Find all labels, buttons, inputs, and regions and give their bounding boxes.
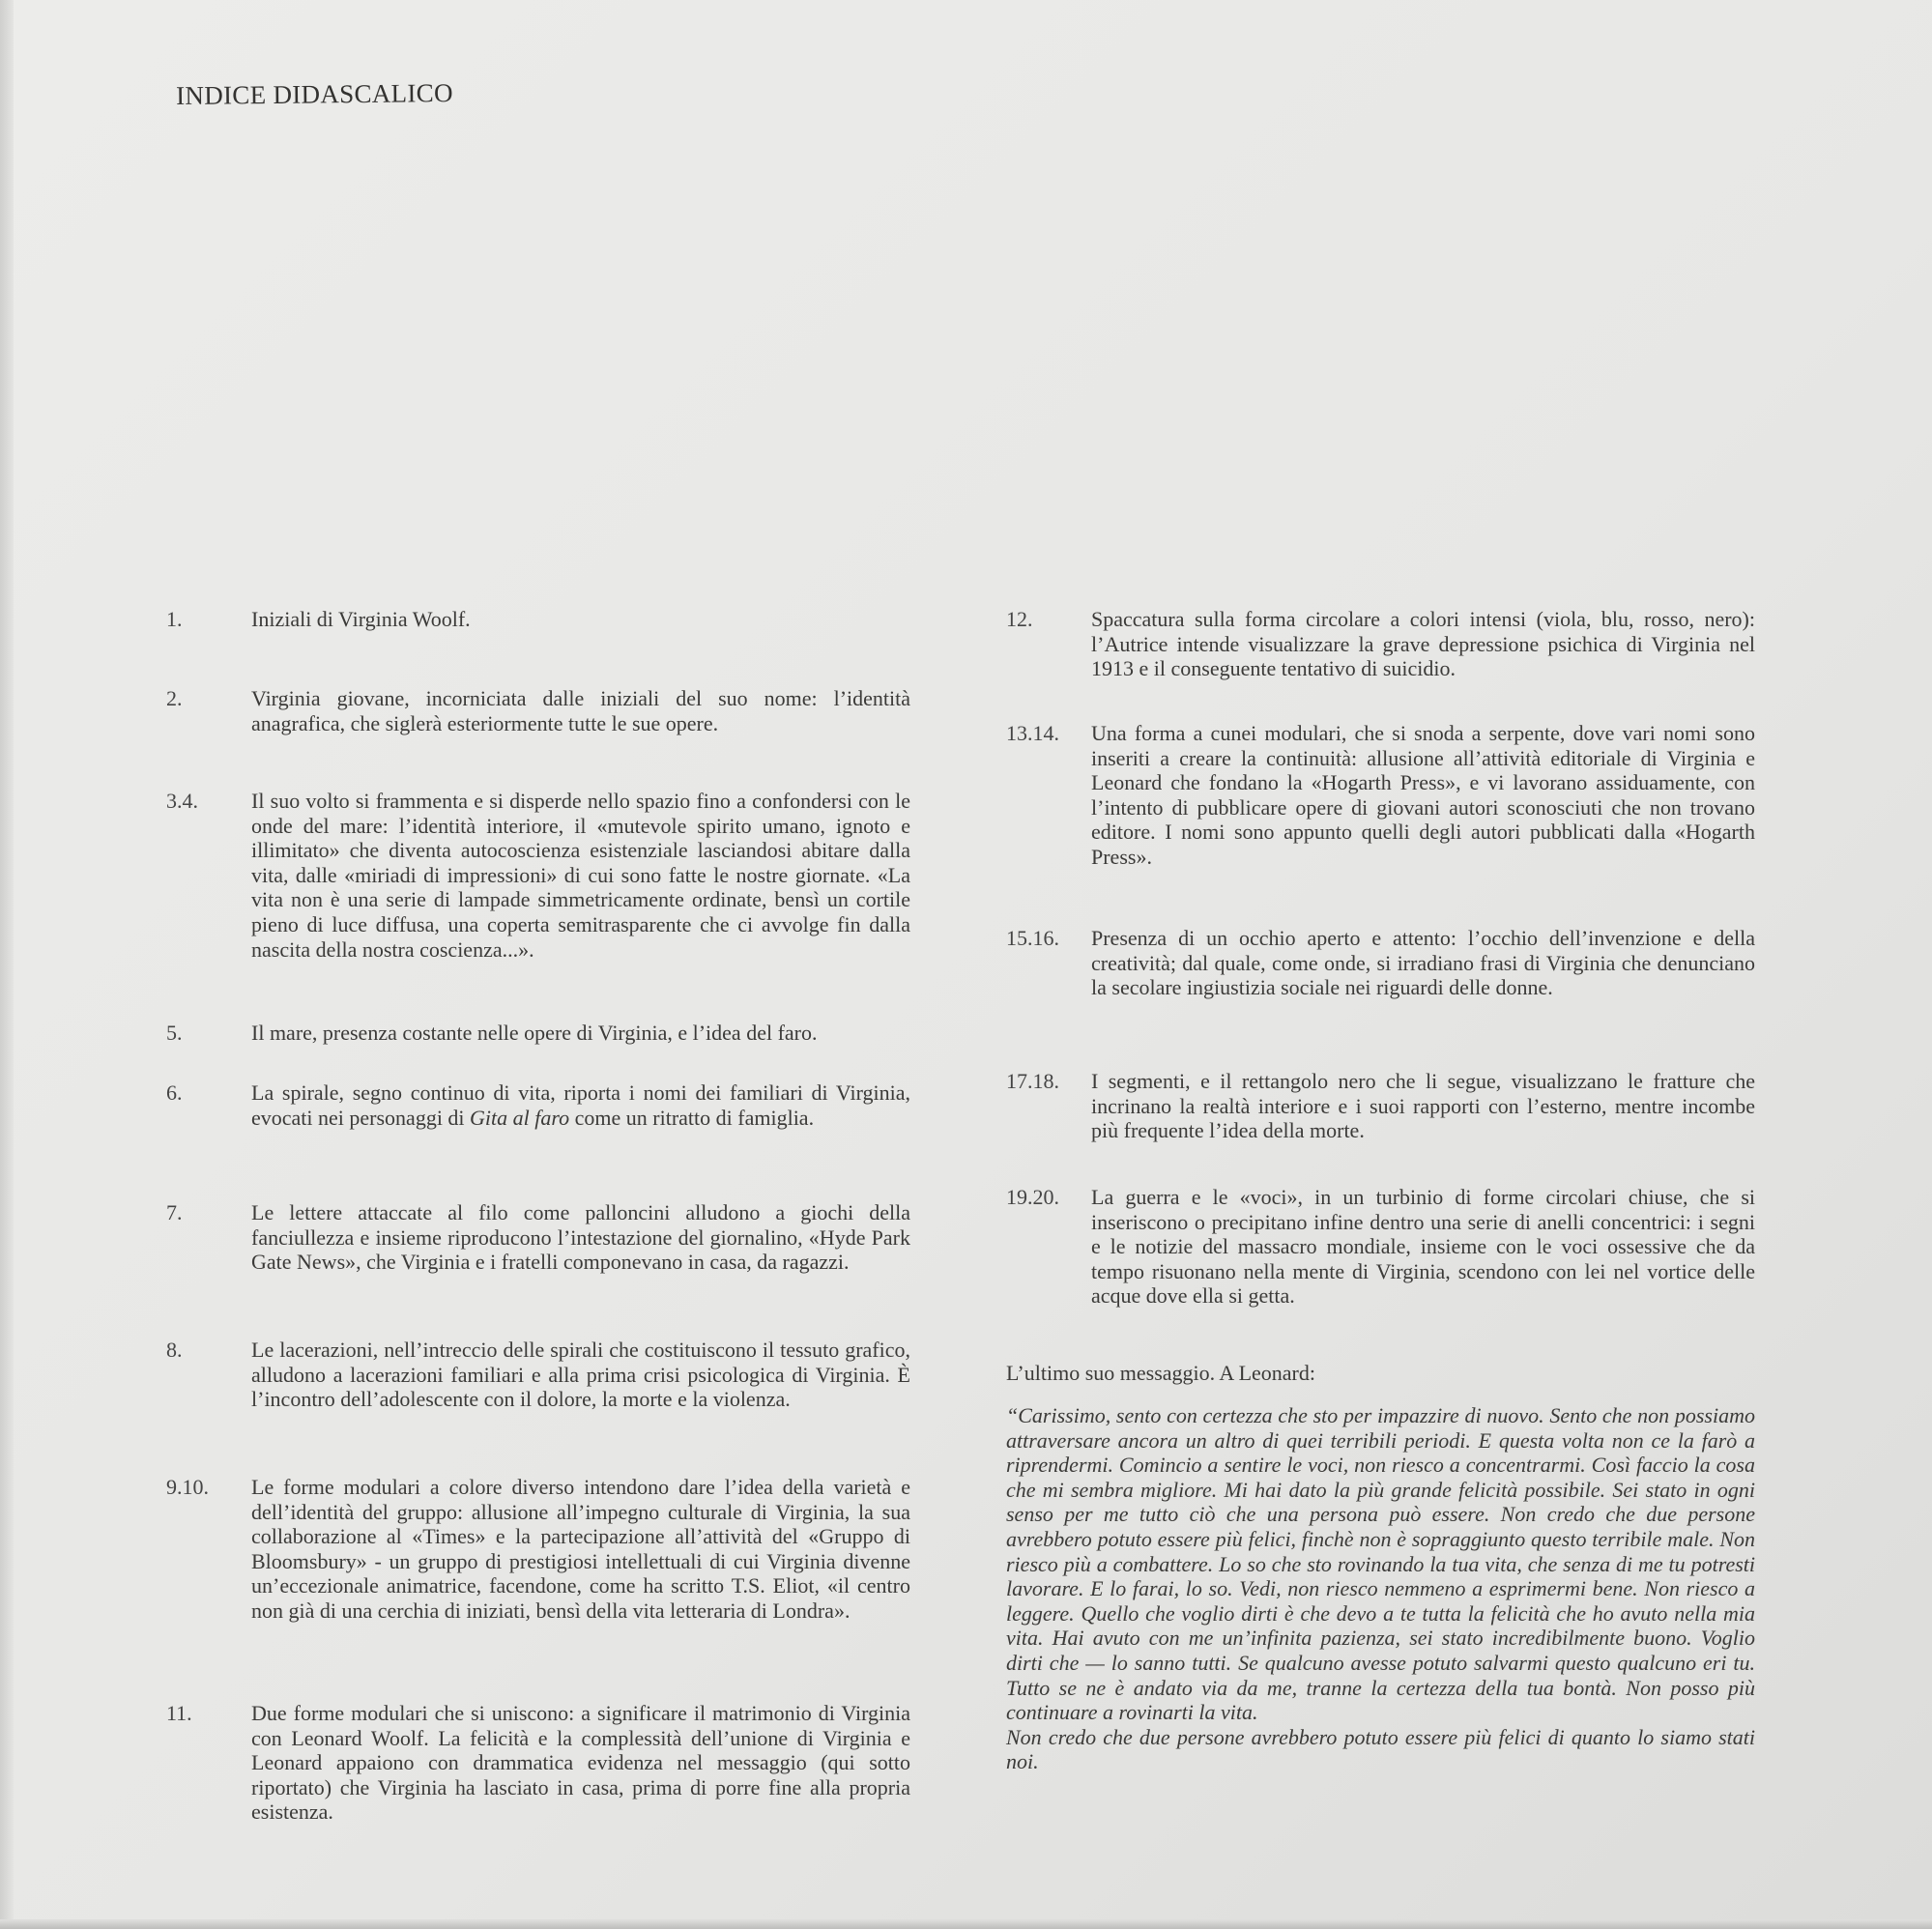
entry-text: Due forme modulari che si uniscono: a significare il matrimonio di Virginia con Leonard Woolf. La felicità e la complessità dell’unione di Virginia e Leonard appaiono con drammatica evidenza nel messaggio (qui sotto riportato) che Virginia ha lasciato in casa, prima di porre fine alla propria esistenza. bbox=[251, 1701, 910, 1825]
entry-text: Le lettere attaccate al filo come palloncini alludono a giochi della fanciullezza e insieme riproducono l’intestazione del giornalino, «Hyde Park Gate News», che Virginia e i fratelli componevano in casa, da ragazzi. bbox=[251, 1200, 910, 1275]
entry-number: 7. bbox=[166, 1200, 183, 1224]
caption-entry-11 bbox=[166, 1701, 910, 1825]
entry-number: 19.20. bbox=[1006, 1185, 1059, 1209]
caption-entry-8 bbox=[166, 1338, 910, 1412]
entry-number: 15.16. bbox=[1006, 926, 1059, 950]
message-paragraph: Non credo che due persone avrebbero potuto essere più felici di quanto lo siamo stati noi. bbox=[1006, 1724, 1755, 1774]
entry-text: Presenza di un occhio aperto e attento: l’occhio dell’invenzione e della creatività; dal quale, come onde, si irradiano frasi di Virginia che denunciano la secolare ingiustizia sociale nei riguardi delle donne. bbox=[1091, 926, 1755, 1000]
entry-number: 5. bbox=[166, 1021, 183, 1045]
entry-number: 11. bbox=[166, 1701, 192, 1725]
caption-entry-7 bbox=[166, 1200, 910, 1275]
page-edge bbox=[0, 0, 14, 1929]
caption-entry-17-18 bbox=[1006, 1069, 1755, 1143]
entry-text: Il suo volto si frammenta e si disperde nello spazio fino a confondersi con le onde del mare: l’identità interiore, il «mutevole spirito umano, ignoto e illimitato» che diventa autocoscienza esistenziale lasciandosi abitare dalla vita, dalle «miriadi di impressioni» di cui sono fatte le nostre giornate. «La vita non è una serie di lampade simmetricamente ordinate, bensì un cortile pieno di luce diffusa, una coperta semitrasparente che ci avvolge fin dalla nascita della nostra coscienza...». bbox=[251, 789, 910, 962]
caption-entry-13-14 bbox=[1006, 721, 1755, 870]
book-title-italic: Gita al faro bbox=[470, 1105, 570, 1130]
caption-entry-2 bbox=[166, 686, 910, 735]
entry-text: La guerra e le «voci», in un turbinio di forme circolari chiuse, che si inseriscono o precipitano infine dentro una serie di anelli concentrici: i segni e le notizie del massacro mondiale, insieme con le voci ossessive che da tempo risuonano nella mente di Virginia, scendono con lei nel vortice delle acque dove ella si getta. bbox=[1091, 1185, 1755, 1309]
page-title: INDICE DIDASCALICO bbox=[176, 77, 453, 110]
caption-entry-3-4 bbox=[166, 789, 910, 962]
page-bottom-edge bbox=[0, 1919, 1932, 1929]
entry-text: Iniziali di Virginia Woolf. bbox=[251, 607, 471, 631]
entry-number: 17.18. bbox=[1006, 1069, 1059, 1093]
entry-number: 1. bbox=[166, 607, 183, 631]
caption-entry-9-10 bbox=[166, 1475, 910, 1624]
entry-number: 12. bbox=[1006, 607, 1033, 631]
entry-number: 6. bbox=[166, 1080, 183, 1105]
entry-text-before: La spirale, segno continuo di vita, riporta i nomi dei familiari di Virginia, evocati nei personaggi di bbox=[251, 1080, 910, 1130]
last-message bbox=[1006, 1403, 1755, 1774]
entry-number: 3.4. bbox=[166, 789, 198, 813]
entry-text: Le lacerazioni, nell’intreccio delle spirali che costituiscono il tessuto grafico, alludono a lacerazioni familiari e alla prima crisi psicologica di Virginia. È l’incontro dell’adolescente con il dolore, la morte e la violenza. bbox=[251, 1338, 910, 1412]
entry-text: Le forme modulari a colore diverso intendono dare l’idea della varietà e dell’identità del gruppo: allusione all’impegno culturale di Virginia, la sua collaborazione al «Times» e la partecipazione all’attività del «Gruppo di Bloomsbury» - un gruppo di prestigiosi intellettuali di cui Virginia divenne un’eccezionale animatrice, facendone, come ha scritto T.S. Eliot, «il centro non già di una cerchia di iniziati, bensì della vita letteraria di Londra». bbox=[251, 1475, 910, 1623]
caption-entry-19-20 bbox=[1006, 1185, 1755, 1309]
caption-entry-15-16 bbox=[1006, 926, 1755, 1000]
caption-entry-5 bbox=[166, 1021, 818, 1046]
message-paragraph: “Carissimo, sento con certezza che sto per impazzire di nuovo. Sento che non possiamo attraversare ancora un altro di quei terribili periodi. E questa volta non ce la farò a riprendermi. Comincio a sentire le voci, non riesco a concentrarmi. Così faccio la cosa che mi sembra migliore. Mi hai dato la più grande felicità possibile. Sei stato in ogni senso per me tutto ciò che una persona può essere. Non credo che due persone avrebbero potuto essere più felici, finchè non è sopraggiunto questo terribile male. Non riesco più a combattere. Lo so che sto rovinando la tua vita, che senza di me tu potresti lavorare. E lo farai, lo so. Vedi, non riesco nemmeno a esprimermi bene. Non riesco a leggere. Quello che voglio dirti è che devo a te tutta la felicità che ho avuto nella mia vita. Hai avuto con me un’infinita pazienza, sei stato incredibilmente buono. Voglio dirti che — lo sanno tutti. Se qualcuno avesse potuto salvarmi questo qualcuno eri tu. Tutto se ne è andato via da me, tranne la certezza della tua bontà. Non posso più continuare a rovinarti la vita. bbox=[1006, 1403, 1755, 1725]
entry-number: 8. bbox=[166, 1338, 183, 1362]
entry-number: 9.10. bbox=[166, 1475, 209, 1499]
caption-entry-12 bbox=[1006, 607, 1755, 681]
entry-text: Una forma a cunei modulari, che si snoda a serpente, dove vari nomi sono inseriti a creare la continuità: allusione all’attività editoriale di Virginia e Leonard che fondano la «Hogarth Press», e vi lavorano assiduamente, con l’intento di pubblicare opere di giovani autori sconosciuti che non trovano editore. I nomi sono appunto quelli degli autori pubblicati dalla «Hogarth Press». bbox=[1091, 721, 1755, 869]
entry-number: 13.14. bbox=[1006, 721, 1059, 745]
entry-text: Spaccatura sulla forma circolare a colori intensi (viola, blu, rosso, nero): l’Autrice intende visualizzare la grave depressione psichica di Virginia nel 1913 e il conseguente tentativo di suicidio. bbox=[1091, 607, 1755, 681]
entry-text-after: come un ritratto di famiglia. bbox=[569, 1105, 815, 1130]
entry-text: Virginia giovane, incorniciata dalle iniziali del suo nome: l’identità anagrafica, che siglerà esteriormente tutte le sue opere. bbox=[251, 686, 910, 735]
caption-entry-6 bbox=[166, 1080, 910, 1130]
entry-text: I segmenti, e il rettangolo nero che li segue, visualizzano le fratture che incrinano la realtà interiore e i suoi rapporti con l’esterno, mentre incombe più frequente l’idea della morte. bbox=[1091, 1069, 1755, 1143]
entry-text: Il mare, presenza costante nelle opere di Virginia, e l’idea del faro. bbox=[251, 1021, 818, 1045]
message-intro: L’ultimo suo messaggio. A Leonard: bbox=[1006, 1361, 1315, 1385]
caption-entry-1 bbox=[166, 607, 471, 632]
entry-number: 2. bbox=[166, 686, 183, 710]
entry-text bbox=[251, 1080, 910, 1130]
